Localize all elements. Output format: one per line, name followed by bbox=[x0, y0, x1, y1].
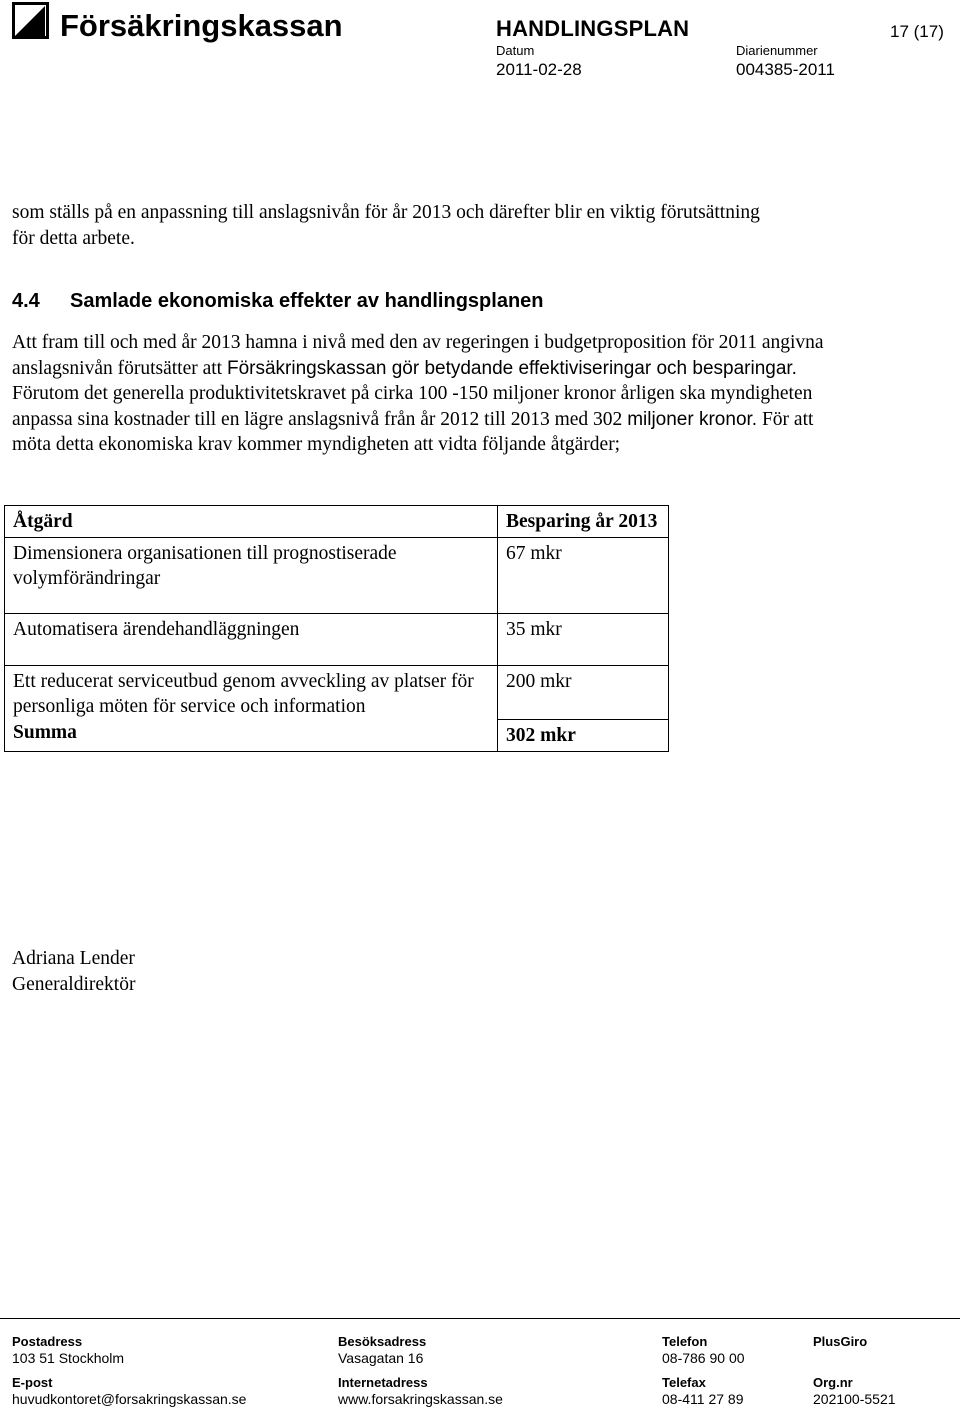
table-row bbox=[5, 613, 669, 665]
footer-email-link[interactable]: huvudkontoret@forsakringskassan.se bbox=[12, 1391, 247, 1407]
footer-postal-label: Postadress bbox=[12, 1334, 83, 1349]
date-value: 2011-02-28 bbox=[496, 60, 582, 79]
document-type: HANDLINGSPLAN bbox=[496, 16, 690, 41]
row-measure: Dimensionera organisationen till prognostiserade volymförändringar bbox=[5, 537, 498, 613]
footer-divider bbox=[0, 1318, 960, 1319]
registration-label: Diarienummer bbox=[736, 43, 818, 58]
footer-phone-label: Telefon bbox=[662, 1334, 708, 1349]
footer-fax-label: Telefax bbox=[662, 1375, 706, 1390]
table-row bbox=[5, 537, 669, 613]
footer-visit-value: Vasagatan 16 bbox=[338, 1350, 424, 1366]
section-body-a: Att fram till och med år 2013 hamna i nivå med den av regeringen i budgetproposition för 2011 angivna anslagsnivån förutsätter att bbox=[12, 332, 824, 379]
footer-phone-value: 08-786 90 00 bbox=[662, 1350, 745, 1366]
forsakringskassan-logo bbox=[12, 2, 342, 44]
table-row bbox=[5, 665, 669, 720]
section-body-c: Förutom det generella produktivitetskravet på cirka 100 -150 miljoner kronor årligen ska myndigheten anpassa sina kostnader till en lägre anslagsnivå från år 2012 till 2013 med 302 bbox=[12, 383, 813, 430]
table-total-row bbox=[5, 720, 669, 752]
header-saving: Besparing år 2013 bbox=[498, 506, 669, 538]
footer-org-value: 202100-5521 bbox=[813, 1391, 896, 1407]
signature-block bbox=[12, 946, 135, 998]
total-label: Summa bbox=[5, 720, 498, 752]
section-body-e: För att möta detta ekonomiska krav kommer myndigheten att vidta följande åtgärder; bbox=[12, 408, 814, 455]
footer-web-label: Internetadress bbox=[338, 1375, 428, 1390]
section-number: 4.4 bbox=[12, 290, 40, 312]
footer-visit-label: Besöksadress bbox=[338, 1334, 427, 1349]
footer-web-link[interactable]: www.forsakringskassan.se bbox=[338, 1391, 503, 1407]
page-number: 17 (17) bbox=[890, 22, 944, 41]
registration-value: 004385-2011 bbox=[736, 60, 835, 79]
row-saving: 67 mkr bbox=[498, 537, 669, 613]
row-saving: 200 mkr bbox=[498, 665, 669, 720]
footer-email-label: E-post bbox=[12, 1375, 53, 1390]
table-header-row bbox=[5, 506, 669, 538]
footer-postal-value: 103 51 Stockholm bbox=[12, 1350, 125, 1366]
measures-table bbox=[4, 505, 669, 752]
section-title: Samlade ekonomiska effekter av handlingsplanen bbox=[70, 290, 544, 312]
date-label: Datum bbox=[496, 43, 535, 58]
total-value: 302 mkr bbox=[498, 720, 669, 752]
row-measure: Ett reducerat serviceutbud genom avveckling av platser för personliga möten för service och information bbox=[5, 665, 498, 720]
svg-text:Försäkringskassan: Försäkringskassan bbox=[60, 8, 342, 43]
signatory-name: Adriana Lender bbox=[12, 948, 135, 969]
footer-fax-value: 08-411 27 89 bbox=[662, 1391, 744, 1407]
logo-emblem-icon bbox=[12, 2, 342, 44]
section-body-b: Försäkringskassan gör betydande effektiviseringar och besparingar. bbox=[226, 357, 797, 379]
intro-paragraph: som ställs på en anpassning till anslagsnivån för år 2013 och därefter blir en viktig förutsättning för detta arbete. bbox=[12, 202, 760, 249]
footer-plusgiro-label: PlusGiro bbox=[813, 1334, 868, 1349]
section-body bbox=[12, 330, 857, 458]
signatory-title: Generaldirektör bbox=[12, 974, 136, 995]
row-measure: Automatisera ärendehandläggningen bbox=[5, 613, 498, 665]
header-measure: Åtgärd bbox=[5, 506, 498, 538]
row-saving: 35 mkr bbox=[498, 613, 669, 665]
footer-org-label: Org.nr bbox=[813, 1375, 853, 1390]
section-body-d: miljoner kronor. bbox=[627, 408, 758, 430]
section-heading bbox=[12, 290, 544, 313]
